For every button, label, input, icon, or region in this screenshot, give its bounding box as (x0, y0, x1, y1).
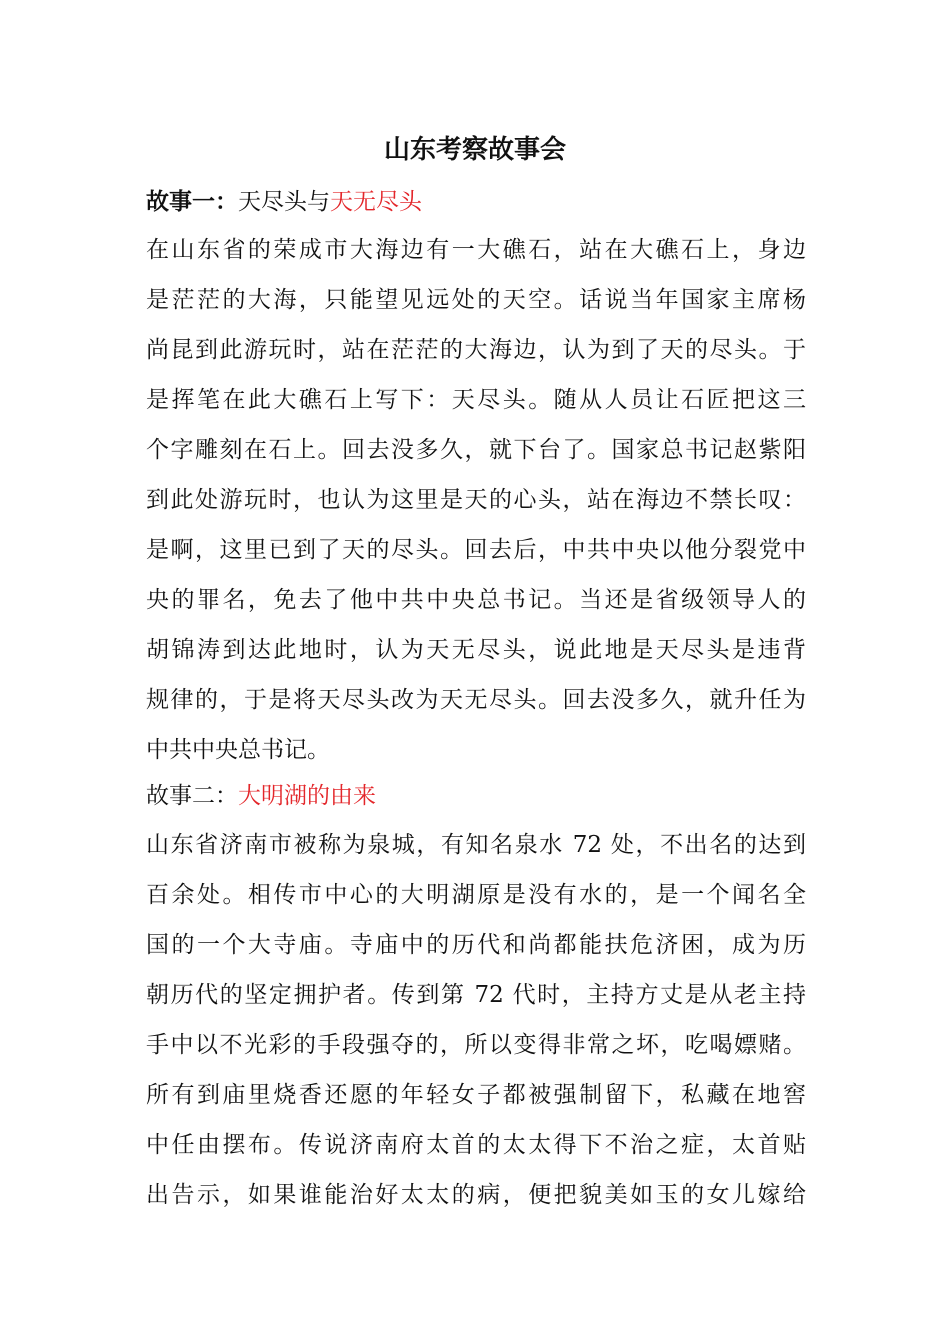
paragraph-line: 规律的，于是将天尽头改为天无尽头。回去没多久，就升任为 (146, 687, 806, 713)
paragraph-line: 尚昆到此游玩时，站在茫茫的大海边，认为到了天的尽头。于 (146, 337, 806, 363)
story1-heading (146, 182, 816, 222)
paragraph-line: 是挥笔在此大礁石上写下：天尽头。随从人员让石匠把这三 (146, 387, 806, 413)
paragraph-line: 胡锦涛到达此地时，认为天无尽头，说此地是天尽头是违背 (146, 637, 806, 663)
paragraph-line: 百余处。相传市中心的大明湖原是没有水的，是一个闻名全 (146, 882, 806, 908)
paragraph-line: 出告示，如果谁能治好太太的病，便把貌美如玉的女儿嫁给 (146, 1182, 806, 1208)
paragraph-line: 在山东省的荣成市大海边有一大礁石，站在大礁石上，身边 (146, 237, 806, 263)
story1-title-plain: 天尽头与 (238, 189, 330, 215)
paragraph-line: 所有到庙里烧香还愿的年轻女子都被强制留下，私藏在地窖 (146, 1082, 806, 1108)
story2-title-red: 大明湖的由来 (238, 783, 376, 809)
paragraph-line: 国的一个大寺庙。寺庙中的历代和尚都能扶危济困，成为历 (146, 932, 806, 958)
paragraph-line: 到此处游玩时，也认为这里是天的心头，站在海边不禁长叹： (146, 487, 806, 513)
paragraph-line: 中任由摆布。传说济南府太首的太太得下不治之症，太首贴 (146, 1132, 806, 1158)
story1-label: 故事一： (146, 188, 238, 215)
story2-heading (146, 776, 816, 816)
paragraph-line: 中共中央总书记。 (146, 737, 330, 763)
story2-body (146, 820, 806, 1220)
document-title: 山东考察故事会 (383, 135, 566, 165)
story1-title-red: 天无尽头 (330, 189, 422, 215)
story1-body (146, 225, 806, 775)
paragraph-line: 是茫茫的大海，只能望见远处的天空。话说当年国家主席杨 (146, 287, 806, 313)
paragraph-line: 山东省济南市被称为泉城，有知名泉水 72 处，不出名的达到 (146, 832, 806, 858)
paragraph-line: 朝历代的坚定拥护者。传到第 72 代时，主持方丈是从老主持 (146, 982, 806, 1008)
story2-label: 故事二： (146, 783, 238, 809)
paragraph-line: 是啊，这里已到了天的尽头。回去后，中共中央以他分裂党中 (146, 537, 806, 563)
paragraph-line: 央的罪名，免去了他中共中央总书记。当还是省级领导人的 (146, 587, 806, 613)
paragraph-line: 手中以不光彩的手段强夺的，所以变得非常之坏，吃喝嫖赌。 (146, 1032, 806, 1058)
paragraph-line: 个字雕刻在石上。回去没多久，就下台了。国家总书记赵紫阳 (146, 437, 806, 463)
